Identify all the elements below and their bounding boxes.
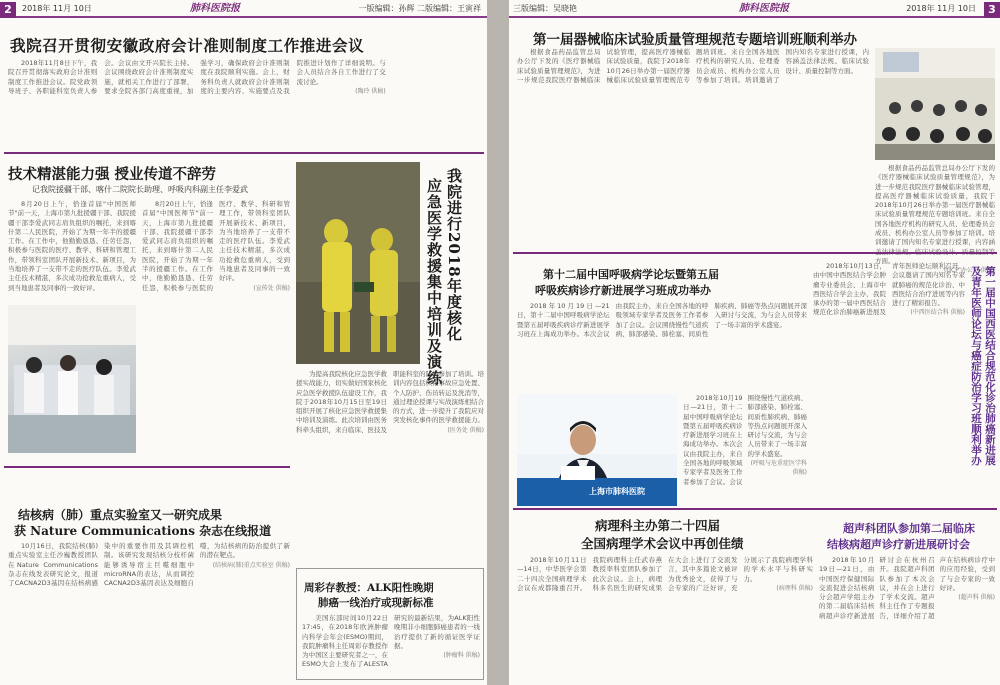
headline-pathology-1: 病理科主办第二十四届	[595, 518, 721, 533]
article-forum-body: 2018年10月19日—21日，第十二届中国呼吸病学论坛暨第五届呼吸疾病诊疗新进展学习班在上海成功举办。本次会议由我院主办，来自全国各地的呼吸领域专家学者及医务工作者参加了会议。会议围绕慢性气道疾病、肺部感染、肺栓塞、间质性肺疾病、肺癌等热点问题展开深入研讨与交流，为与会人员带来了一场丰富的学术盛宴。	[517, 302, 807, 338]
page-number: 2	[0, 2, 16, 18]
headline-accounting-meeting: 我院召开贯彻安徽政府会计准则制度工作推进会议	[10, 36, 365, 55]
divider	[4, 152, 484, 154]
headline-pathology-2: 全国病理学术会议中再创佳绩	[581, 536, 744, 551]
article-tb-lab-body: 10月16日，我院结核(肺)重点实验室主任沙巍教授团队在Nature Communications杂志在线发表研究论文，报道了CACNA2D3基因在结核病感染中的重要作用及其调控机制。该研究发现结核分枝杆菌能够诱导宿主巨噬细胞中microRNA的表达，从而调控CACNA2D3基因表达及细胞自噬，为结核病的防治提供了新的潜在靶点。 (结核病(肺)重点实验室 供稿)	[8, 542, 290, 588]
newspaper-page-3	[509, 0, 1000, 685]
article-ultrasound-body: 2018年10月19日—21日，由中国医疗保健国际交流促进会结核病分会超声学组主办的第二届临床结核病超声诊疗新进展研讨会在杭州召开。我院超声科团队参加了本次会议，并在会上进行了学术交流。超声科主任作了专题报告，详细介绍了超声在结核病诊疗中的应用经验，受到了与会专家的一致好评。 (超声科 供稿)	[819, 556, 995, 620]
article-alk-body: 美国东部时间10月22日17:45，在2018年欧洲肿瘤内科学会年会(ESMO)期间，我院肿瘤科主任周彩存教授作为中国区主要研究者之一，在ESMO大会上发布了ALESTA研究的最新结果，为ALK阳性晚期非小细胞肺癌患者的一线治疗提供了新的循证医学证据。 (肿瘤科 供稿)	[302, 614, 480, 669]
page-header	[0, 2, 487, 18]
subheadline-xinjiang: 记我院援疆干部、喀什二院院长助理、呼吸内科副主任李爱武	[32, 185, 248, 194]
vertical-headline-drill-1: 我院进行2018年度核化	[445, 168, 463, 342]
masthead: 肺科医院报	[739, 3, 789, 14]
photo-caption: 上海市肺科医院	[589, 487, 645, 496]
headline-gcp-training: 第一届器械临床试验质量管理规范专题培训班顺利举办	[533, 32, 857, 48]
article-drill-body: 为提高我院核化应急医学救援实战能力，切实做好国家核化应急医学救援队伍建设工作，我院于2018年10月15日至19日组织开展了核化应急医学救援集中培训及演练。此次培训由医务科牵头组织，来自临床、医技及职能科室的队员参加了培训。培训内容包括核化事故应急处置、个人防护、伤员转运及洗消等，通过理论授课与实战演练相结合的方式，进一步提升了我院应对突发核化事件的医学救援能力。 (医务处 供稿)	[296, 370, 484, 434]
article-forum-body-2: 2018年10月19日—21日，第十二届中国呼吸病学论坛暨第五届呼吸疾病诊疗新进展学习班在上海成功举办。本次会议由我院主办，来自全国各地的呼吸领域专家学者及医务工作者参加了会议。会议围绕慢性气道疾病、肺部感染、肺栓塞、间质性肺疾病、肺癌等热点问题展开深入研讨与交流，为与会人员带来了一场丰富的学术盛宴。 (呼吸与危重症医学科 供稿)	[683, 394, 807, 486]
divider	[4, 466, 290, 468]
vertical-headline-tcm-1: 第一届中国西医结合规范化诊治肺癌新进展	[984, 266, 996, 466]
headline-tb-lab-1: 结核病（肺）重点实验室又一研究成果	[18, 508, 223, 522]
headline-ultrasound-1: 超声科团队参加第二届临床	[843, 522, 975, 535]
page-header	[509, 2, 1000, 18]
photo-ward-round	[8, 305, 136, 453]
photo-hazmat-drill	[296, 162, 420, 364]
article-xinjiang-body-1: 8月20日上午，恰逢首届"中国医师节"前一天，上海市第九批援疆干部、我院援疆干部李爱武同志肩负组织的嘱托，来到喀什第二人民医院，开始了为期一年半的援疆工作。在工作中，他勤勤恳恳、任劳任怨，积极参与医院的医疗、教学、科研和管理工作，带领科室团队开展新技术、新项目，为当地培养了一支带不走的医疗队伍。李爱武主任技术精湛，多次成功抢救危重病人，受到当地患者及同事的一致好评。	[8, 200, 136, 292]
headline-ultrasound-2: 结核病超声诊疗新进展研讨会	[827, 538, 970, 551]
article-gcp-body-2: 根据食品药品监管总局办公厅下发的《医疗器械临床试验质量管理规范》，为进一步规范我院医疗器械临床试验管理，提高医疗器械临床试验质量，我院于2018年10月26日举办第一届医疗器械临床试验质量管理规范专题培训班。来自全国各地医疗机构的研究人员、伦理委员会成员、机构办公室人员等参加了培训。培训邀请了国内知名专家进行授课，内容涵 方面。 (GCP 办公室 供稿)	[875, 164, 995, 275]
page-number: 3	[984, 2, 1000, 18]
headline-forum-2: 呼吸疾病诊疗新进展学习班成功举办	[535, 284, 711, 297]
issue-date: 2018年 11月 10日	[906, 4, 976, 13]
photo-forum-speaker	[517, 394, 677, 506]
article-accounting-body: 2018年11月8日下午，我院召开贯彻落实政府会计准则制度工作推进会议。院党政领导班子、各职能科室负责人参会。会议由文开兴院长主持。会议围绕政府会计准则制度实施，就相关工作进行了部署，要求全院各部门高度重视，加强学习，确保政府会计准则制度在我院顺利实施。会上，财务科负责人就政府会计准则制度的主要内容、实施要点及我院推进计划作了详细说明。与会人员结合各自工作进行了交流讨论。 (陶玲 供稿)	[8, 59, 386, 95]
editors: 一版编辑：孙辉 二版编辑：王寅祥	[358, 4, 481, 13]
headline-alk-2: 肺癌一线治疗或现新标准	[318, 597, 434, 609]
article-pathology-body: 2018年10月11日—14日，中华医学会第二十四次全国病理学术会议在成都隆重召开。我院病理科主任武春燕教授率科室团队参加了此次会议。会上，病理科多名医生的研究成果在大会上进行了交流发言，其中多篇论文被评为优秀论文，获得了与会专家的广泛好评，充分展示了我院病理学科的学术水平与科研实力。 (病理科 供稿)	[517, 556, 813, 592]
divider	[513, 252, 997, 254]
issue-date: 2018年 11月 10日	[22, 4, 92, 13]
headline-forum-1: 第十二届中国呼吸病学论坛暨第五届	[543, 268, 719, 281]
headline-alk-1: 周彩存教授：ALK阳性晚期	[304, 582, 434, 594]
article-tcm-body: 2018年10月13日，由中国中西医结合学会肿瘤专业委员会、上海市中西医结合学会主办，我院承办的第一届中西医结合规范化诊治肺癌新进展及青年医师论坛顺利召开。会议邀请了国内知名专家就肺癌的规范化诊治、中西医结合治疗进展等内容进行了精彩报告。 (中西医结合科 供稿)	[813, 262, 965, 317]
editors: 三版编辑：吴晓艳	[513, 4, 577, 13]
vertical-headline-tcm-2: 及青年医师论坛与癌症防治学习班顺利举办	[970, 266, 982, 466]
newspaper-page-2	[0, 0, 487, 685]
headline-xinjiang-doctor: 技术精湛能力强 授业传道不辞劳	[8, 166, 217, 183]
photo-training-class	[875, 48, 995, 160]
article-xinjiang-body-2: 8月20日上午，恰逢首届"中国医师节"前一天，上海市第九批援疆干部、我院援疆干部李爱武同志肩负组织的嘱托，来到喀什第二人民医院，开始了为期一年半的援疆工作。在工作中，他勤勤恳恳、任劳任怨，积极参与医院的医疗、教学、科研和管理工作，带领科室团队开展新技术、新项目，为当地培养了一支带不走的医疗队伍。李爱武主任技术精湛，多次成功抢救危重病人，受到当地患者及同事的一致好评。 (宣传处 供稿)	[142, 200, 290, 292]
vertical-headline-drill-2: 应急医学救援集中培训及演练	[425, 178, 443, 386]
headline-tb-lab-2: 获 Nature Communications 杂志在线报道	[14, 524, 272, 538]
divider	[513, 508, 997, 510]
masthead: 肺科医院报	[190, 3, 240, 14]
article-gcp-body: 根据食品药品监管总局办公厅下发的《医疗器械临床试验质量管理规范》，为进一步规范我院医疗器械临床试验管理，提高医疗器械临床试验质量，我院于2018年10月26日举办第一届医疗器械临床试验质量管理规范专题培训班。来自全国各地医疗机构的研究人员、伦理委员会成员、机构办公室人员等参加了培训。培训邀请了国内知名专家进行授课，内容涵盖法律法规、临床试验设计、质量控制等方面。	[517, 48, 869, 84]
